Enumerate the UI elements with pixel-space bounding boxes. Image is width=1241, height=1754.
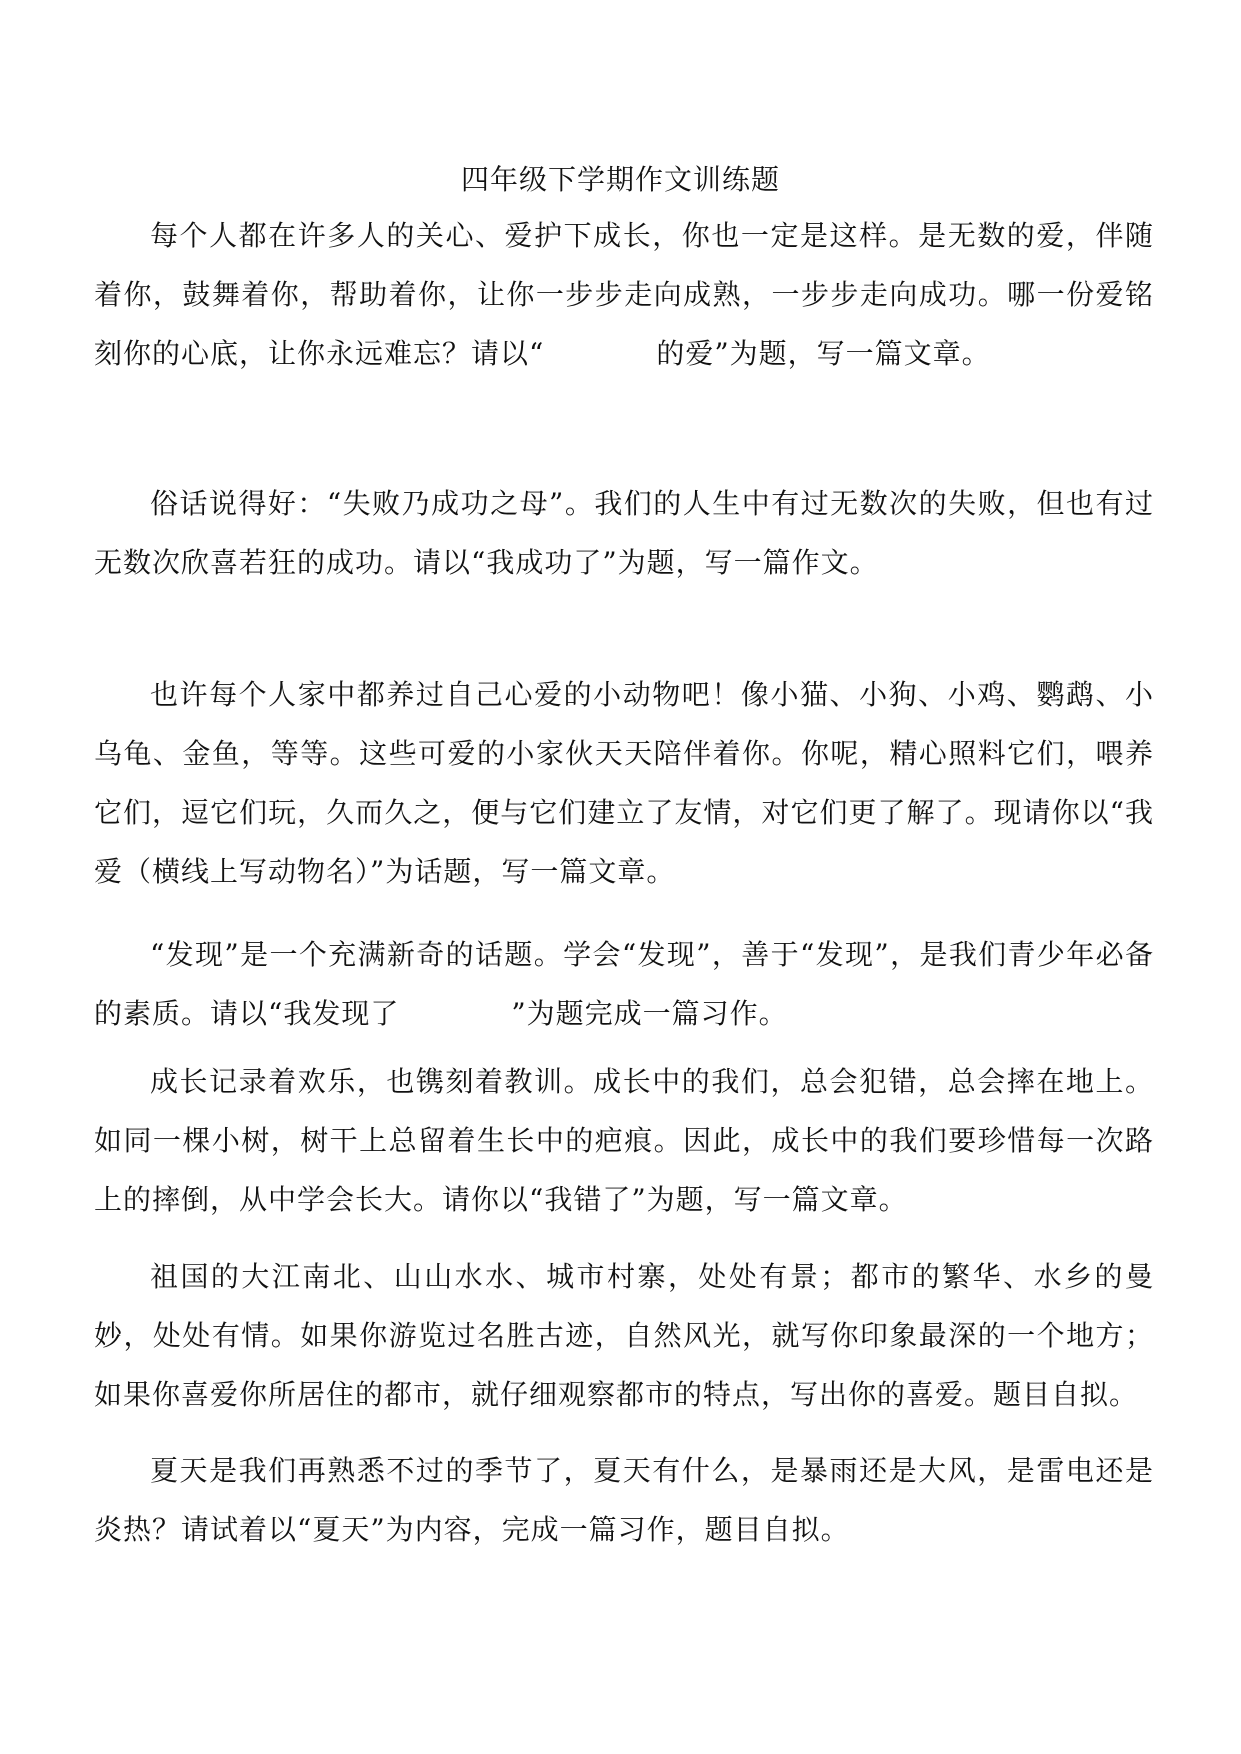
prompt-paragraph-6: 祖国的大江南北、山山水水、城市村寨，处处有景；都市的繁华、水乡的曼妙，处处有情。如果你游览过名胜古迹，自然风光，就写你印象最深的一个地方；如果你喜爱你所居住的都市，就仔细观察都市的特点，写出你的喜爱。题目自拟。 [94, 1260, 1154, 1411]
prompt-paragraph-7: 夏天是我们再熟悉不过的季节了，夏天有什么，是暴雨还是大风，是雷电还是炎热？请试着以“夏天”为内容，完成一篇习作，题目自拟。 [94, 1454, 1154, 1546]
prompt-1-text-after: 的爱”为题，写一篇文章。 [656, 337, 991, 370]
prompt-paragraph-5: 成长记录着欢乐，也镌刻着教训。成长中的我们，总会犯错，总会摔在地上。如同一棵小树，树干上总留着生长中的疤痕。因此，成长中的我们要珍惜每一次路上的摔倒，从中学会长大。请你以“我错了”为题，写一篇文章。 [94, 1065, 1154, 1216]
prompt-paragraph-1 [94, 206, 1154, 383]
document-title: 四年级下学期作文训练题 [460, 163, 780, 196]
prompt-paragraph-2: 俗话说得好：“失败乃成功之母”。我们的人生中有过无数次的失败，但也有过无数次欣喜若狂的成功。请以“我成功了”为题，写一篇作文。 [94, 487, 1154, 579]
prompt-paragraph-3: 也许每个人家中都养过自己心爱的小动物吧！像小猫、小狗、小鸡、鹦鹉、小乌龟、金鱼，等等。这些可爱的小家伙天天陪伴着你。你呢，精心照料它们，喂养它们，逗它们玩，久而久之，便与它们建立了友情，对它们更了解了。现请你以“我爱（横线上写动物名）”为话题，写一篇文章。 [94, 678, 1154, 888]
prompt-paragraph-4 [94, 925, 1154, 1043]
prompt-4-text-before: “发现”是一个充满新奇的话题。学会“发现”，善于“发现”，是我们青少年必备的素质。请以“我发现了 [94, 938, 1154, 1030]
prompt-4-text-after: ”为题完成一篇习作。 [511, 997, 788, 1030]
prompt-1-text-before: 每个人都在许多人的关心、爱护下成长，你也一定是这样。是无数的爱，伴随着你，鼓舞着你，帮助着你，让你一步步走向成熟，一步步走向成功。哪一份爱铭刻你的心底，让你永远难忘？请以“ [94, 219, 1154, 370]
